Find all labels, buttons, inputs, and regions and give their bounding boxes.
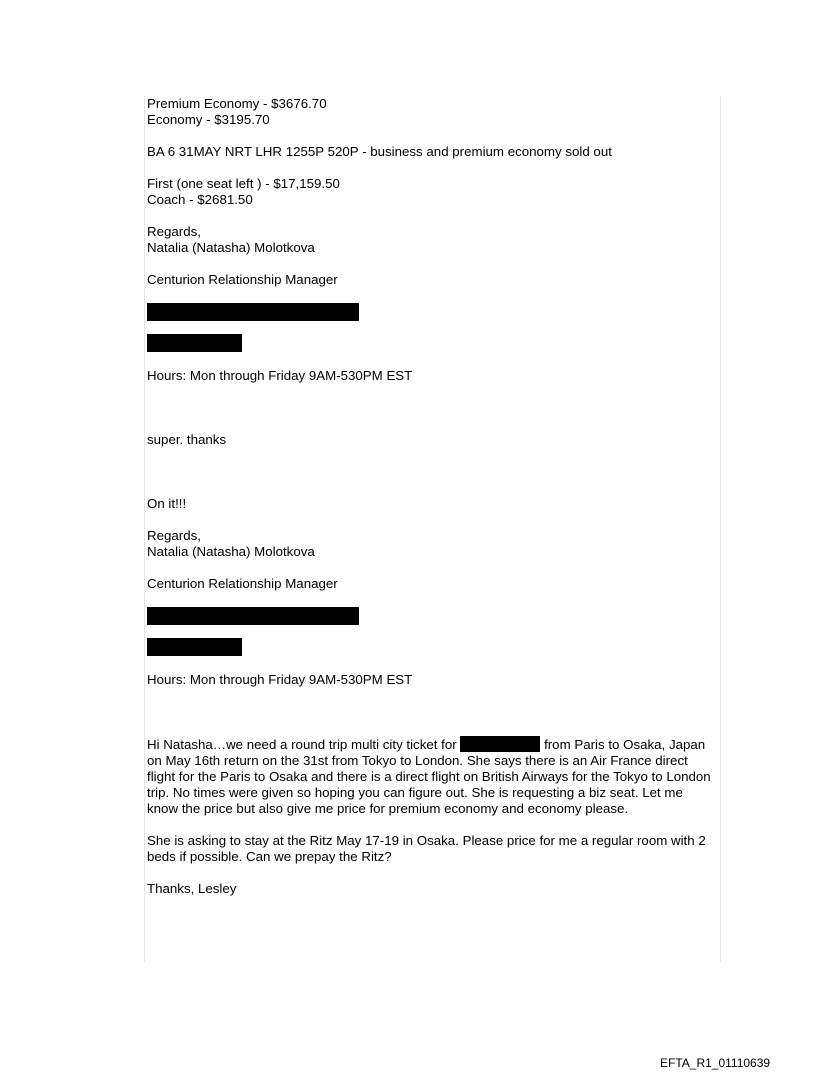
redaction-block <box>147 638 242 656</box>
signature-regards: Regards, <box>147 528 201 543</box>
hotel-request: She is asking to stay at the Ritz May 17-19 in Osaka. Please price for me a regular room with 2 beds if possible. Can we prepay the Ritz? <box>147 833 706 864</box>
request-text: from Paris to Osaka, Japan on May 16th return on the 31st from Tokyo to London. She says there is an Air France direct flight for the Paris to Osaka and there is a direct flight on British Airways for the Tokyo to London trip. No times were given so hoping you can figure out. She is requesting a biz seat. Let me know the price but also give me price for premium economy and economy please. <box>147 737 711 816</box>
document-id: EFTA_R1_01110639 <box>660 1056 771 1070</box>
signature-regards: Regards, <box>147 224 201 239</box>
redaction-block <box>147 303 359 321</box>
signature-title: Centurion Relationship Manager <box>147 272 338 287</box>
reply-message: On it!!! <box>147 496 187 511</box>
flight-ba6: BA 6 31MAY NRT LHR 1255P 520P - business and premium economy sold out <box>147 144 612 159</box>
redaction-block <box>147 334 242 352</box>
redaction-block <box>460 736 540 752</box>
fare-first: First (one seat left ) - $17,159.50 <box>147 176 340 191</box>
closing: Thanks, Lesley <box>147 881 237 896</box>
signature-hours: Hours: Mon through Friday 9AM-530PM EST <box>147 368 413 383</box>
signature-name: Natalia (Natasha) Molotkova <box>147 544 315 559</box>
request-text: Hi Natasha…we need a round trip multi city ticket for <box>147 737 457 752</box>
signature-title: Centurion Relationship Manager <box>147 576 338 591</box>
redaction-block <box>147 607 359 625</box>
fare-premium-economy: Premium Economy - $3676.70 <box>147 96 327 111</box>
request-message <box>147 736 713 817</box>
signature-hours: Hours: Mon through Friday 9AM-530PM EST <box>147 672 413 687</box>
signature-name: Natalia (Natasha) Molotkova <box>147 240 315 255</box>
reply-message: super. thanks <box>147 432 227 447</box>
fare-economy: Economy - $3195.70 <box>147 112 270 127</box>
email-body <box>147 96 713 897</box>
fare-coach: Coach - $2681.50 <box>147 192 253 207</box>
